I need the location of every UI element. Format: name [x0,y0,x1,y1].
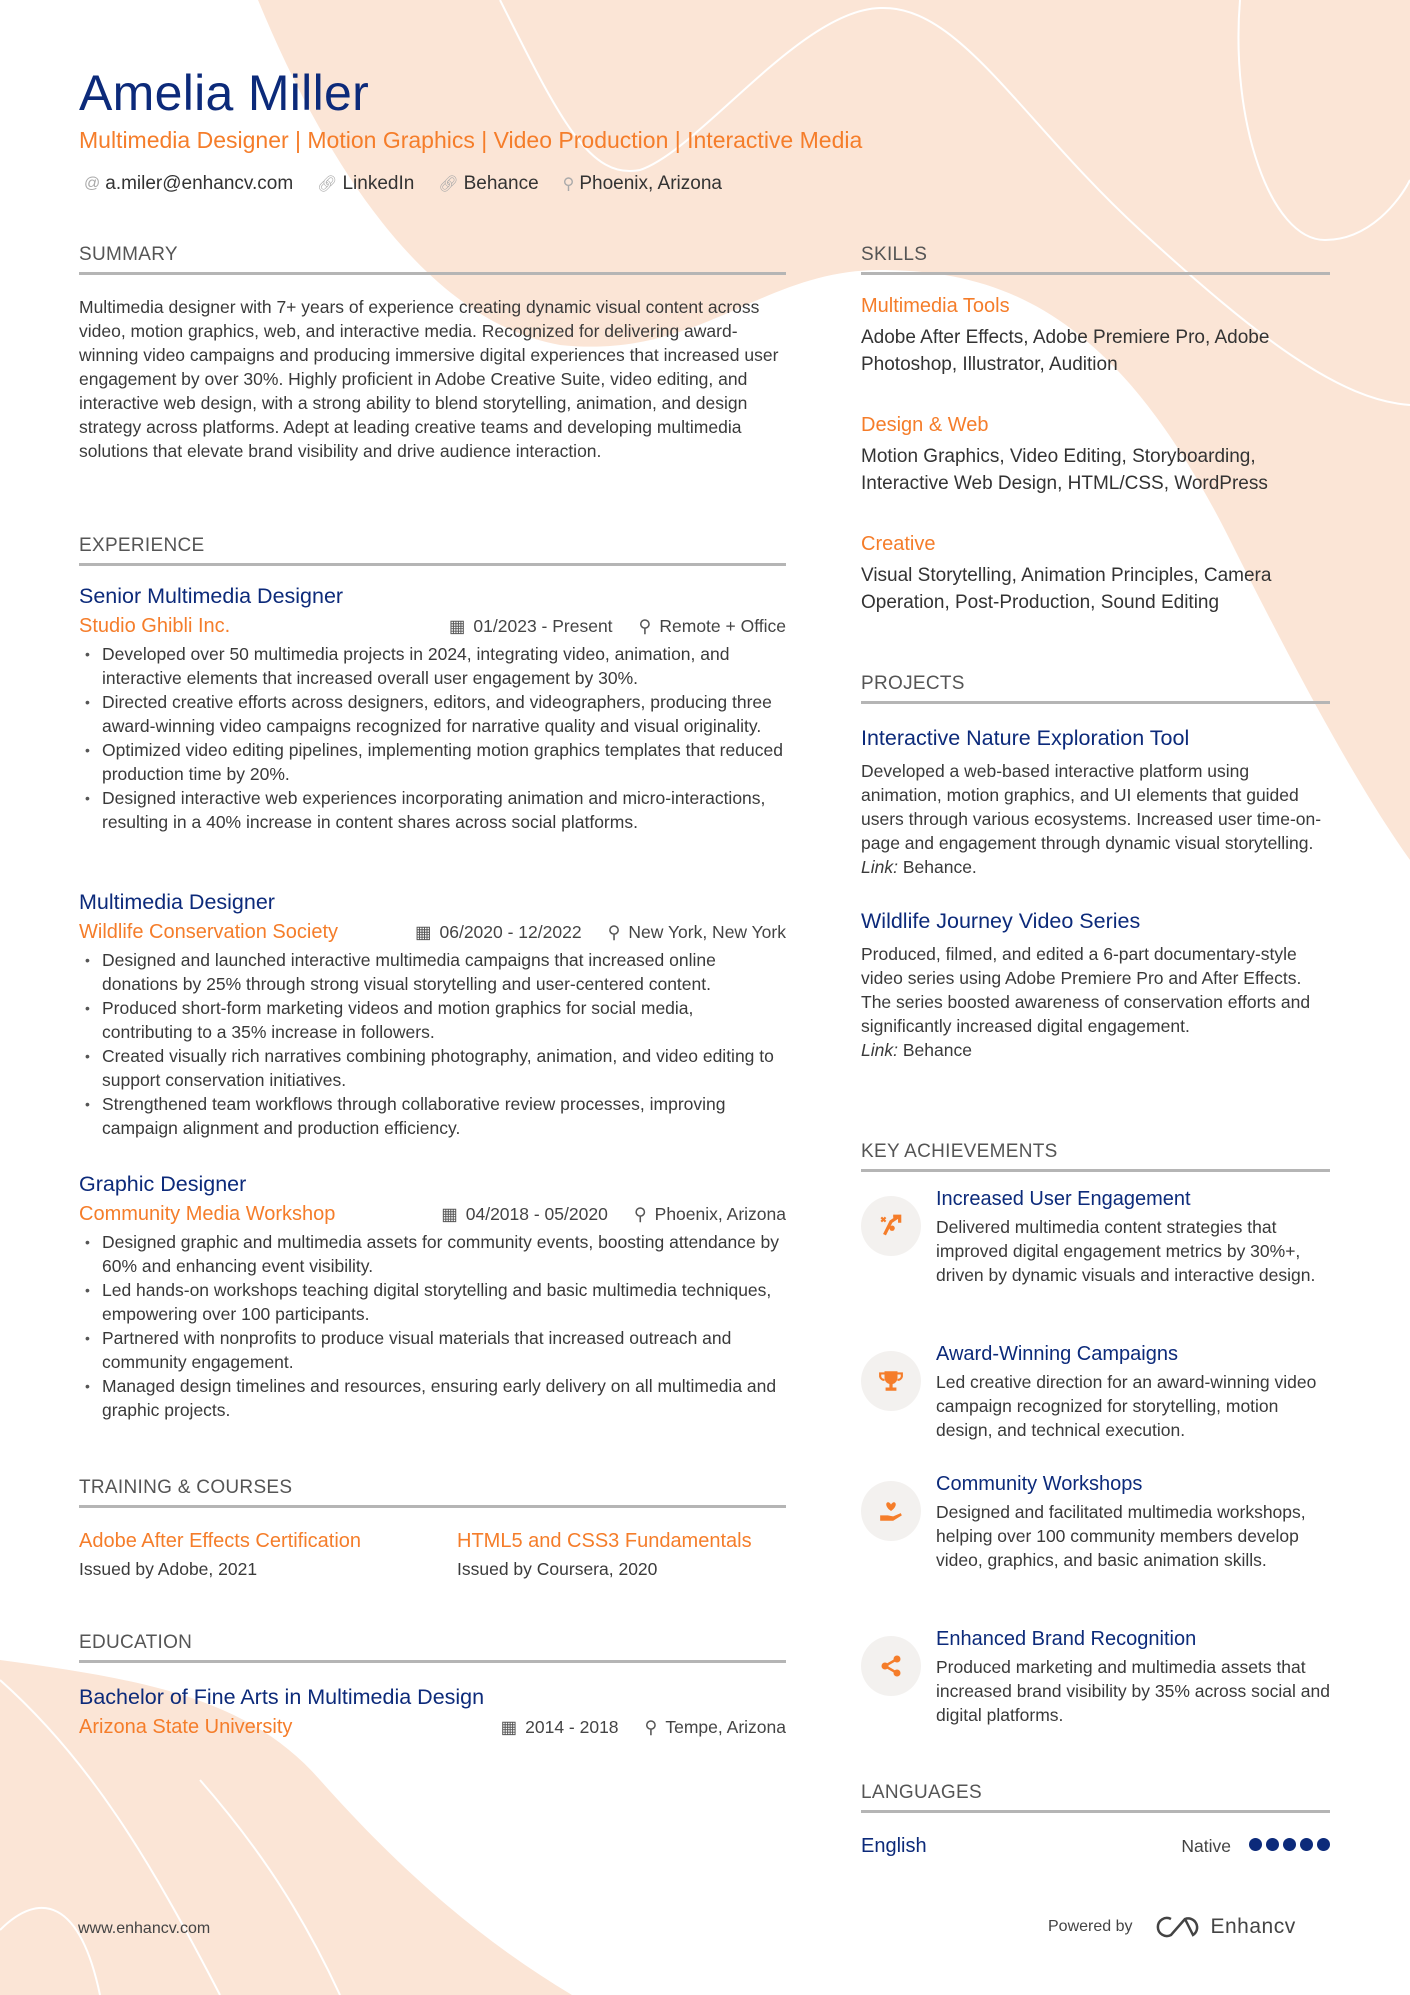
language-name: English [861,1835,927,1857]
bullet-item: • Managed design timelines and resources, ensuring early delivery on all multimedia and graphic projects. [79,1374,786,1422]
contact-email[interactable] [84,173,293,195]
section-heading: LANGUAGES [861,1782,1330,1813]
location-icon: ⚲ [633,1204,647,1224]
job-location: New York, New York [628,922,786,942]
experience-item [79,890,786,1140]
job-dates: 06/2020 - 12/2022 [439,922,582,942]
course-issuer: Issued by Coursera, 2020 [457,1559,658,1579]
skill-group-items: Adobe After Effects, Adobe Premiere Pro, Adobe Photoshop, Illustrator, Audition [861,327,1270,375]
link-label: Link: [861,1040,898,1060]
achievement-description: Produced marketing and multimedia assets that increased brand visibility by 35% across social and digital platforms. [936,1657,1330,1725]
enhancv-logo[interactable] [1155,1915,1296,1939]
bullet-item: • Optimized video editing pipelines, implementing motion graphics templates that reduced production time by 20%. [79,738,786,786]
achievement-title: Increased User Engagement [936,1188,1191,1210]
course-name: Adobe After Effects Certification [79,1530,362,1552]
achievement-item [861,1473,1330,1572]
bullet-item: • Produced short-form marketing videos and motion graphics for social media, contributing to a 35% increase in followers. [79,996,786,1044]
job-title: Graphic Designer [79,1172,247,1196]
location-icon: ⚲ [562,176,575,193]
enhancv-brand: Enhancv [1210,1915,1296,1938]
contact-list [84,173,722,195]
degree: Bachelor of Fine Arts in Multimedia Design [79,1685,485,1709]
project-title: Wildlife Journey Video Series [861,909,1141,933]
rating-dot [1300,1838,1313,1851]
rating-dot [1317,1838,1330,1851]
skill-group-name: Creative [861,533,936,555]
training-item [457,1530,752,1580]
course-issuer: Issued by Adobe, 2021 [79,1559,258,1579]
achievement-title: Award-Winning Campaigns [936,1343,1178,1365]
training-item [79,1530,457,1580]
powered-by-label: Powered by [1048,1918,1133,1935]
skill-group-name: Design & Web [861,414,989,436]
link-label: Link: [861,857,898,877]
share-icon [861,1636,921,1696]
skill-group-name: Multimedia Tools [861,295,1010,317]
company-name: Studio Ghibli Inc. [79,615,231,637]
contact-text: a.miler@enhancv.com [105,173,294,194]
section-heading: KEY ACHIEVEMENTS [861,1141,1330,1172]
link-icon: 🔗︎ [317,176,338,193]
powered-by [1048,1915,1296,1939]
job-title: Senior Multimedia Designer [79,584,344,608]
summary-section [79,244,786,463]
achievement-item [861,1628,1330,1727]
location-icon: ⚲ [644,1717,658,1737]
languages-section [861,1782,1330,1858]
school-name: Arizona State University [79,1716,293,1738]
achievement-title: Enhanced Brand Recognition [936,1628,1197,1650]
bullet-item: • Developed over 50 multimedia projects in 2024, integrating video, animation, and interactive elements that increased overall user engagement by 30%. [79,642,786,690]
course-name: HTML5 and CSS3 Fundamentals [457,1530,752,1552]
training-section [79,1477,786,1580]
experience-item [79,584,786,834]
summary-text: Multimedia designer with 7+ years of experience creating dynamic visual content across video, motion graphics, web, and interactive media. Recognized for delivering award-winning video campaigns and producing immersive digital experiences that increased user engagement by over 30%. Highly proficient in Adobe Creative Suite, video editing, and interactive web design, with a strong ability to blend storytelling, animation, and design strategy across platforms. Adept at leading creative teams and developing multimedia solutions that elevate brand visibility and drive audience interaction. [79,297,779,461]
language-level: Native [1181,1836,1231,1856]
project-item [861,909,1330,1062]
contact-linkedin[interactable] [317,173,414,195]
contact-location [563,173,722,195]
experience-item [79,1172,786,1422]
skill-group [861,533,1330,616]
achievement-description: Designed and facilitated multimedia workshops, helping over 100 community members develop video, graphics, and basic animation skills. [936,1502,1306,1570]
project-link[interactable]: Behance. [902,857,977,877]
skill-group-items: Motion Graphics, Video Editing, Storyboarding, Interactive Web Design, HTML/CSS, WordPress [861,446,1268,494]
education-section [79,1632,786,1739]
calendar-icon: ▦ [441,1204,458,1224]
achievements-section [861,1141,1330,1172]
rating-dot [1283,1838,1296,1851]
experience-section [79,535,786,566]
bullet-item: • Partnered with nonprofits to produce visual materials that increased outreach and community engagement. [79,1326,786,1374]
job-dates: 04/2018 - 05/2020 [465,1204,608,1224]
bullet-item: • Designed interactive web experiences incorporating animation and micro-interactions, resulting in a 40% increase in content shares across social platforms. [79,786,786,834]
project-description: Produced, filmed, and edited a 6-part documentary-style video series using Adobe Premiere Pro and After Effects. The series boosted awareness of conservation efforts and significantly increased digital engagement. [861,944,1311,1036]
website-link[interactable]: www.enhancv.com [78,1920,211,1937]
bullet-item: • Created visually rich narratives combining photography, animation, and video editing to support conservation initiatives. [79,1044,786,1092]
candidate-name: Amelia Miller [79,65,370,121]
skills-section [861,244,1330,616]
trophy-icon [861,1351,921,1411]
achievement-item [861,1343,1330,1442]
at-icon: @ [84,175,101,192]
calendar-icon: ▦ [414,922,432,942]
contact-text: Phoenix, Arizona [579,173,722,194]
education-location: Tempe, Arizona [665,1717,786,1737]
bullet-item: • Designed graphic and multimedia assets for community events, boosting attendance by 60% and enhancing event visibility. [79,1230,786,1278]
section-heading: EDUCATION [79,1632,786,1663]
calendar-icon: ▦ [448,616,466,636]
rating-dot [1249,1838,1262,1851]
job-title: Multimedia Designer [79,890,275,914]
company-name: Community Media Workshop [79,1203,336,1225]
bullet-item: • Led hands-on workshops teaching digital storytelling and basic multimedia techniques, empowering over 100 participants. [79,1278,786,1326]
bullet-item: • Designed and launched interactive multimedia campaigns that increased online donations by 25% through strong visual storytelling and user-centered content. [79,948,786,996]
job-location: Phoenix, Arizona [654,1204,786,1224]
skill-group-items: Visual Storytelling, Animation Principles, Camera Operation, Post-Production, Sound Editing [861,565,1272,613]
rating-dot [1266,1838,1279,1851]
language-item [861,1835,1330,1858]
achievement-description: Delivered multimedia content strategies that improved digital engagement metrics by 30%+, driven by dynamic visuals and interactive design. [936,1217,1316,1285]
section-heading: TRAINING & COURSES [79,1477,786,1508]
growth-arrow-icon [861,1196,921,1256]
section-heading: SUMMARY [79,244,786,275]
enhancv-logo-icon [1155,1915,1201,1939]
bullet-item: • Strengthened team workflows through collaborative review processes, improving campaign alignment and production efficiency. [79,1092,786,1140]
achievement-title: Community Workshops [936,1473,1143,1495]
project-title: Interactive Nature Exploration Tool [861,726,1190,750]
link-icon: 🔗︎ [438,176,459,193]
project-description: Developed a web-based interactive platform using animation, motion graphics, and UI elements that guided users through various ecosystems. Increased user time-on-page and engagement through dynamic visual storytelling. [861,761,1322,853]
contact-text: LinkedIn [342,173,415,194]
contact-behance[interactable] [438,173,538,195]
calendar-icon: ▦ [500,1717,518,1737]
achievement-description: Led creative direction for an award-winning video campaign recognized for storytelling, motion design, and technical execution. [936,1372,1317,1440]
achievement-item [861,1188,1330,1287]
location-icon: ⚲ [607,922,621,942]
hand-heart-icon [861,1481,921,1541]
skill-group [861,414,1330,497]
language-rating [1245,1838,1330,1856]
project-item [861,726,1330,879]
job-dates: 01/2023 - Present [473,616,613,636]
job-location: Remote + Office [659,616,786,636]
project-link[interactable]: Behance [902,1040,972,1060]
section-heading: EXPERIENCE [79,535,786,566]
location-icon: ⚲ [638,616,652,636]
projects-section [861,673,1330,1062]
bullet-item: • Directed creative efforts across designers, editors, and videographers, producing three award-winning video campaigns recognized for narrative quality and visual originality. [79,690,786,738]
headline: Multimedia Designer | Motion Graphics | Video Production | Interactive Media [79,127,863,153]
company-name: Wildlife Conservation Society [79,921,338,943]
education-dates: 2014 - 2018 [525,1717,619,1737]
contact-text: Behance [463,173,539,194]
section-heading: PROJECTS [861,673,1330,704]
section-heading: SKILLS [861,244,1330,275]
skill-group [861,295,1330,378]
